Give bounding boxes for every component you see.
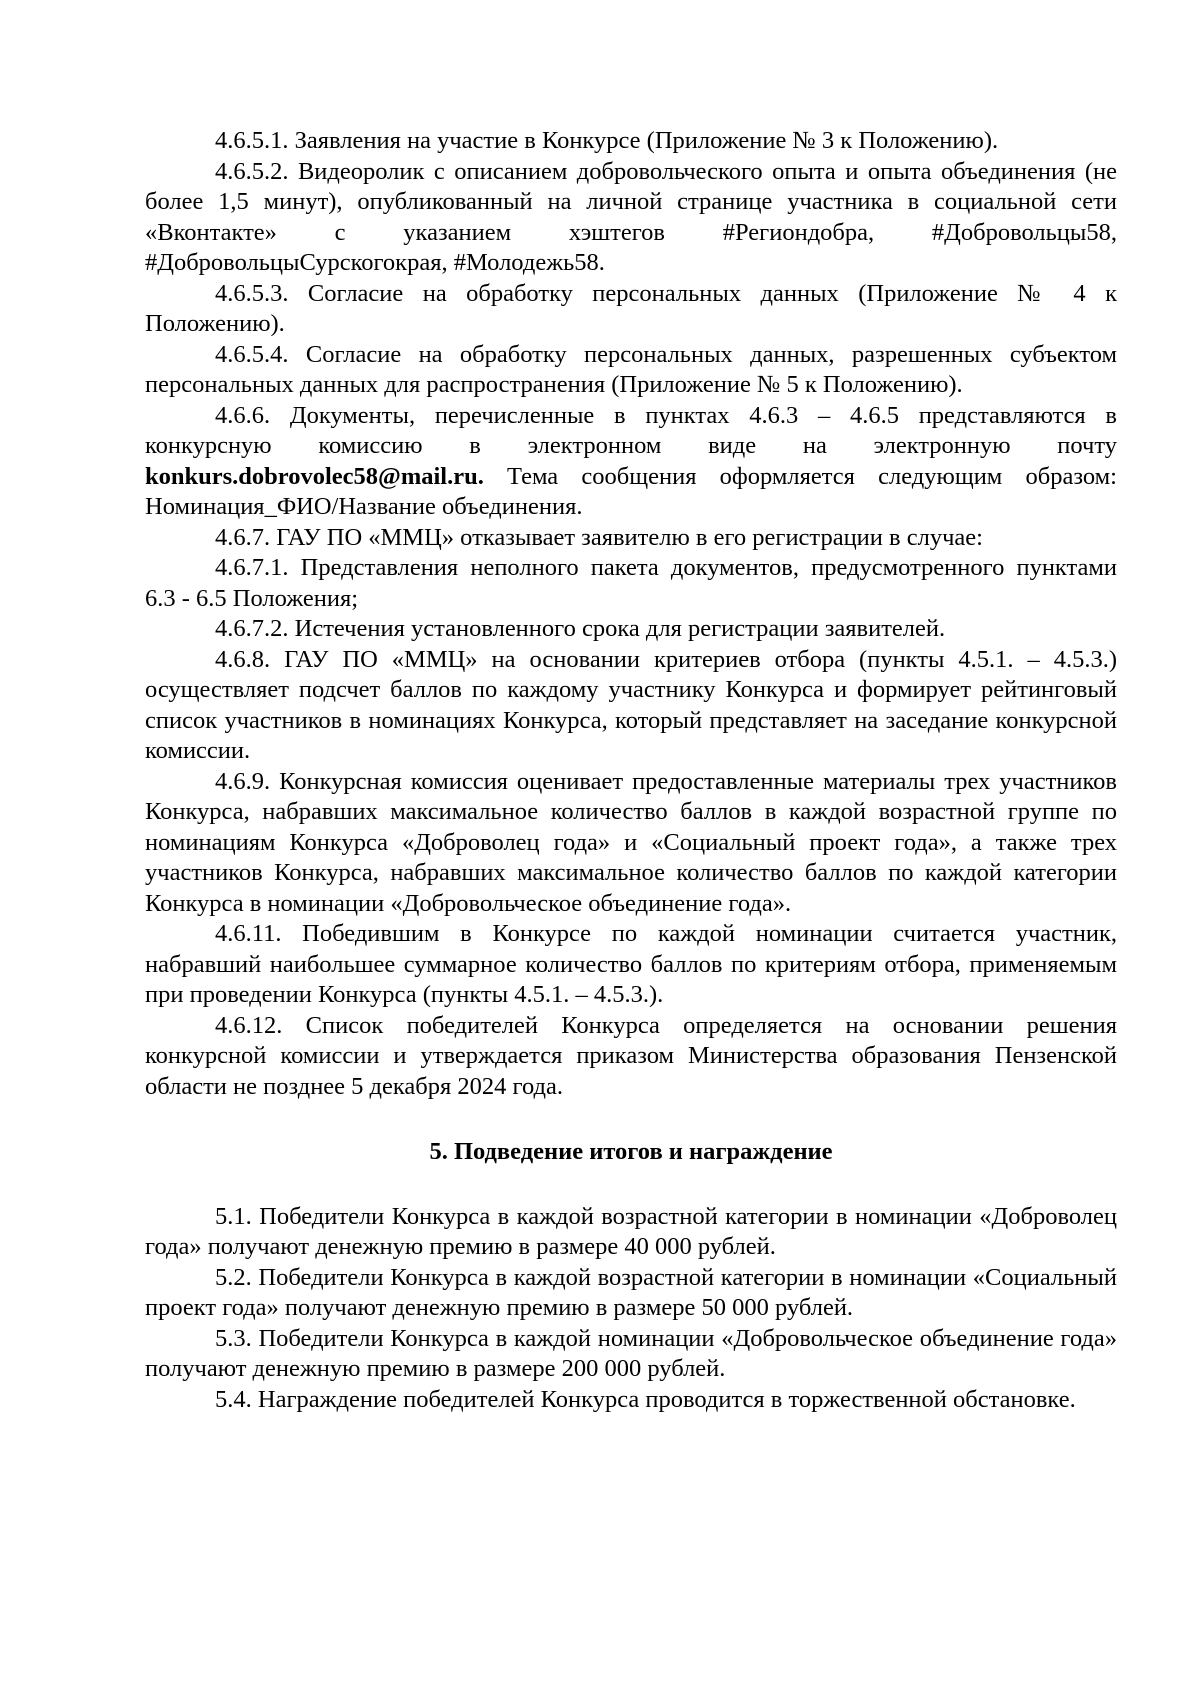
paragraph-4-6-9: 4.6.9. Конкурсная комиссия оценивает предоставленные материалы трех участников Конкурса, набравших максимальное количество баллов в каждой возрастной группе по номинациям Конкурса «Доброволец года» и «Социальный проект года», а также трех участников Конкурса, набравших максимальное количество баллов по каждой категории Конкурса в номинации «Добровольческое объединение года». xyxy=(145,767,1117,917)
paragraph-4-6-7-1: 4.6.7.1. Представления неполного пакета документов, предусмотренного пунктами 6.3 - 6.5 Положения; xyxy=(145,554,1117,612)
section-5-heading: 5. Подведение итогов и награждение xyxy=(429,1138,833,1165)
paragraph-4-6-5-3: 4.6.5.3. Согласие на обработку персональных данных (Приложение № 4 к Положению). xyxy=(145,279,1117,337)
paragraph-4-6-6-text-start: 4.6.6. Документы, перечисленные в пунктах 4.6.3 – 4.6.5 представляются в конкурсную комиссию в электронном виде на электронную почту xyxy=(145,401,1117,459)
paragraph-4-6-11: 4.6.11. Победившим в Конкурсе по каждой номинации считается участник, набравший наибольшее суммарное количество баллов по критериям отбора, применяемым при проведении Конкурса (пункты 4.5.1. – 4.5.3.). xyxy=(145,920,1117,1008)
paragraph-4-6-8: 4.6.8. ГАУ ПО «ММЦ» на основании критериев отбора (пункты 4.5.1. – 4.5.3.) осуществляет подсчет баллов по каждому участнику Конкурса и формирует рейтинговый список участников в номинациях Конкурса, который представляет на заседание конкурсной комиссии. xyxy=(145,645,1117,764)
paragraph-4-6-12: 4.6.12. Список победителей Конкурса определяется на основании решения конкурсной комиссии и утверждается приказом Министерства образования Пензенской области не позднее 5 декабря 2024 года. xyxy=(145,1011,1117,1100)
paragraph-4-6-6-text-end: Тема сообщения оформляется следующим образом: Номинация_ФИО/Название объединения. xyxy=(145,462,1117,520)
paragraph-4-6-7: 4.6.7. ГАУ ПО «ММЦ» отказывает заявителю в его регистрации в случае: xyxy=(215,523,983,551)
paragraph-4-6-7-2: 4.6.7.2. Истечения установленного срока для регистрации заявителей. xyxy=(215,615,946,642)
document-page xyxy=(145,126,1117,1415)
paragraph-5-2: 5.2. Победители Конкурса в каждой возрастной категории в номинации «Социальный проект года» получают денежную премию в размере 50 000 рублей. xyxy=(145,1263,1117,1321)
paragraph-4-6-5-1: 4.6.5.1. Заявления на участие в Конкурсе (Приложение № 3 к Положению). xyxy=(215,127,999,154)
paragraph-4-6-5-4: 4.6.5.4. Согласие на обработку персональных данных, разрешенных субъектом персональных данных для распространения (Приложение № 5 к Положению). xyxy=(145,340,1117,398)
paragraph-4-6-5-2: 4.6.5.2. Видеоролик с описанием добровольческого опыта и опыта объединения (не более 1,5 минут), опубликованный на личной странице участника в социальной сети «Вконтакте» с указанием хэштегов #Региондобра, #Добровольцы58, #ДобровольцыСурскогокрая, #Молодежь58. xyxy=(145,157,1117,276)
contact-email: konkurs.dobrovolec58@mail.ru. xyxy=(145,462,484,490)
paragraph-5-1: 5.1. Победители Конкурса в каждой возрастной категории в номинации «Доброволец года» получают денежную премию в размере 40 000 рублей. xyxy=(145,1202,1117,1260)
paragraph-4-6-6 xyxy=(145,401,1117,523)
paragraph-5-4: 5.4. Награждение победителей Конкурса проводится в торжественной обстановке. xyxy=(215,1385,1076,1413)
paragraph-5-3: 5.3. Победители Конкурса в каждой номинации «Добровольческое объединение года» получают денежную премию в размере 200 000 рублей. xyxy=(145,1324,1117,1382)
